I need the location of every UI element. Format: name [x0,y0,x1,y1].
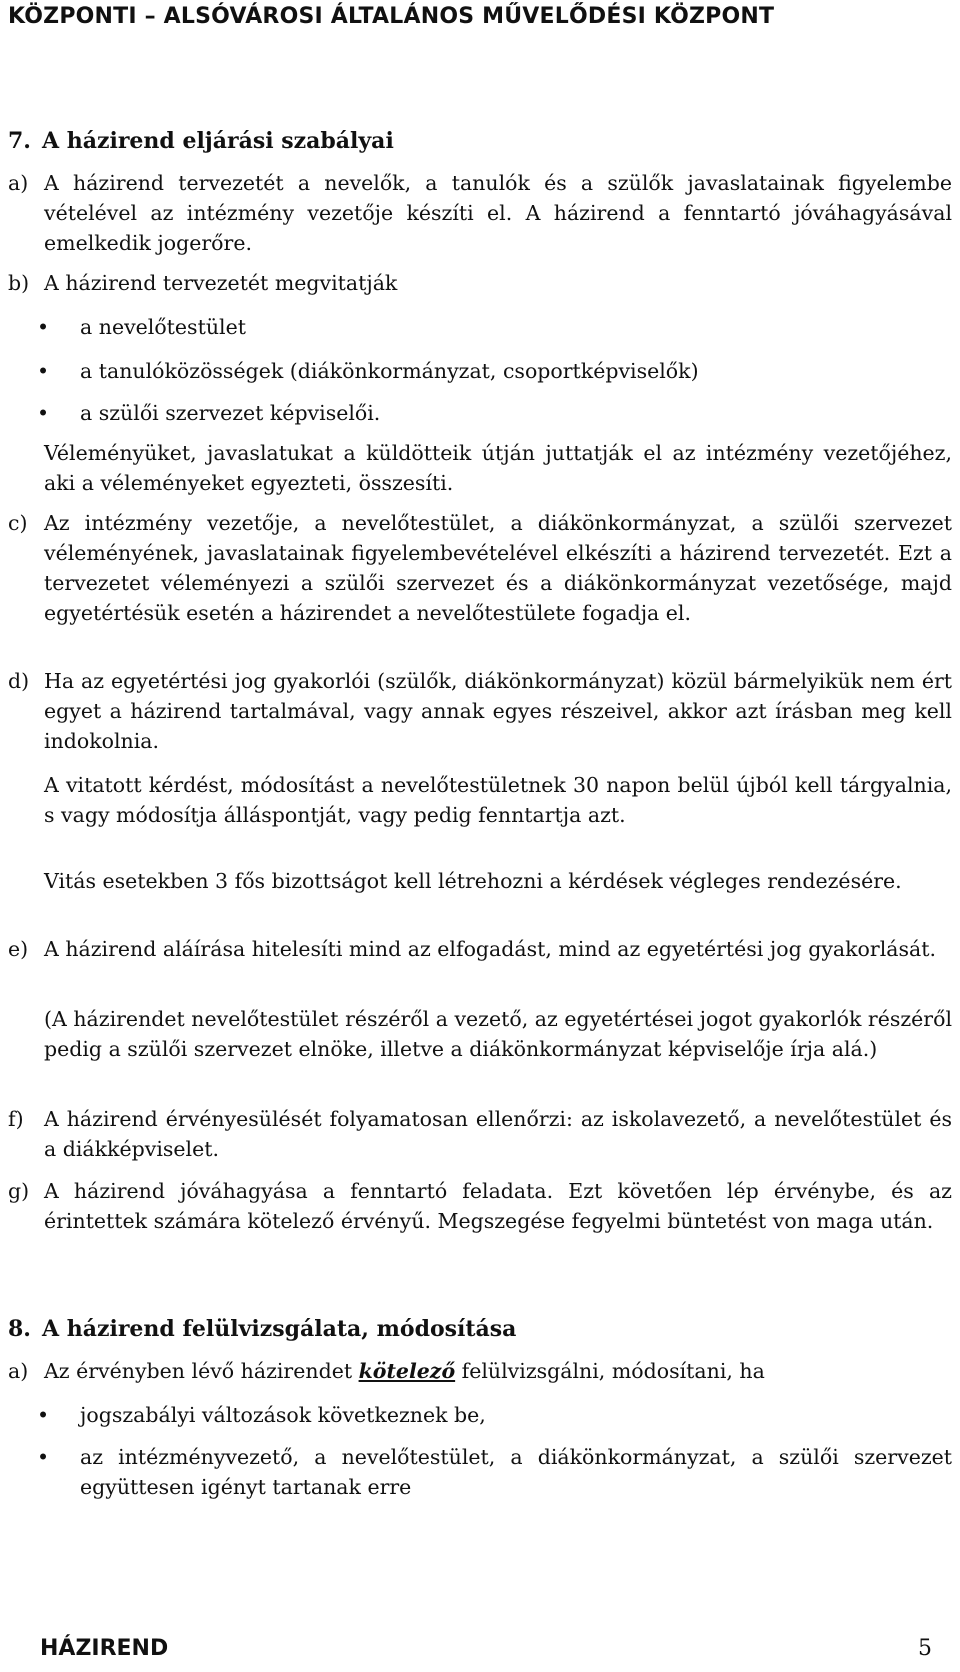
paragraph-text: A házirend érvényesülését folyamatosan ellenőrzi: az iskolavezető, a nevelőtestület és a diákképviselet. [44,1107,952,1161]
list-item-text: az intézményvezető, a nevelőtestület, a diákönkormányzat, a szülői szervezet együttesen igényt tartanak erre [80,1445,952,1499]
paragraph-text: A házirend tervezetét megvitatják [44,271,398,295]
bullet-icon: • [36,315,50,339]
paragraph-7c [8,508,952,628]
bullet-icon: • [36,401,50,425]
paragraph-8a [8,1356,952,1386]
paragraph-text: A házirend tervezetét a nevelők, a tanulók és a szülők javaslatainak figyelembe vételével az intézmény vezetője készíti el. A házirend a fenntartó jóváhagyásával emelkedik jogerőre. [44,171,952,255]
list-item [36,1400,952,1430]
text-run: Az érvényben lévő házirendet [44,1359,359,1383]
section-number: 8. [8,1316,31,1342]
paragraph-7e [8,934,952,964]
item-label: d) [8,669,30,693]
bullet-icon: • [36,1445,50,1469]
list-item [36,398,952,428]
page-header: KÖZPONTI – ALSÓVÁROSI ÁLTALÁNOS MŰVELŐDÉSI KÖZPONT [8,4,775,29]
paragraph-7d-2: A vitatott kérdést, módosítást a nevelőtestületnek 30 napon belül újból kell tárgyalnia, s vagy módosítja álláspontját, vagy pedig fenntartja azt. [44,773,952,827]
bullet-icon: • [36,1403,50,1427]
paragraph-7f [8,1104,952,1164]
footer-title: HÁZIREND [40,1636,169,1661]
item-label: b) [8,271,30,295]
paragraph-text: A házirend aláírása hitelesíti mind az elfogadást, mind az egyetértési jog gyakorlását. [44,937,936,961]
paragraph-text: A házirend jóváhagyása a fenntartó feladata. Ezt követően lép érvénybe, és az érintettek számára kötelező érvényű. Megszegése fegyelmi büntetést von maga után. [44,1179,952,1233]
item-label: g) [8,1179,30,1203]
text-run: felülvizsgálni, módosítani, ha [455,1359,765,1383]
paragraph-7b-note: Véleményüket, javaslatukat a küldötteik útján juttatják el az intézmény vezetőjéhez, aki a véleményeket egyezteti, összesíti. [44,441,952,495]
section-7-heading [8,128,394,154]
list-item-text: a tanulóközösségek (diákönkormányzat, csoportképviselők) [80,359,699,383]
section-8-heading [8,1316,516,1342]
section-title: A házirend eljárási szabályai [42,128,394,154]
emphasized-word: kötelező [358,1359,456,1383]
section-number: 7. [8,128,31,154]
bullet-icon: • [36,359,50,383]
list-item [36,356,952,386]
paragraph-text: Ha az egyetértési jog gyakorlói (szülők, diákönkormányzat) közül bármelyikük nem ért egyet a házirend tartalmával, vagy annak egyes részeivel, akkor azt írásban meg kell indokolnia. [44,669,952,753]
paragraph-text: Az intézmény vezetője, a nevelőtestület, a diákönkormányzat, a szülői szervezet véleményének, javaslatainak figyelembevételével elkészíti a házirend tervezetét. Ezt a tervezetet véleményezi a szülői szervezet és a diákönkormányzat vezetősége, majd egyetértésük esetén a házirendet a nevelőtestülete fogadja el. [44,511,952,625]
paragraph-7a [8,168,952,258]
paragraph-7d-3: Vitás esetekben 3 fős bizottságot kell létrehozni a kérdések végleges rendezésére. [44,869,902,893]
list-item [36,1442,952,1502]
section-title: A házirend felülvizsgálata, módosítása [42,1316,517,1342]
item-label: e) [8,937,29,961]
list-item-text: jogszabályi változások következnek be, [80,1403,486,1427]
paragraph-text [44,1356,952,1386]
page-number: 5 [918,1636,932,1661]
paragraph-7e-2: (A házirendet nevelőtestület részéről a vezető, az egyetértései jogot gyakorlók részéről pedig a szülői szervezet elnöke, illetve a diákönkormányzat képviselője írja alá.) [44,1007,952,1061]
list-item-text: a szülői szervezet képviselői. [80,401,381,425]
item-label: a) [8,171,29,195]
paragraph-7b [8,268,952,298]
paragraph-7d [8,666,952,756]
list-item [36,312,952,342]
item-label: a) [8,1359,29,1383]
item-label: f) [8,1107,24,1131]
paragraph-7g [8,1176,952,1236]
list-item-text: a nevelőtestület [80,315,246,339]
item-label: c) [8,511,28,535]
